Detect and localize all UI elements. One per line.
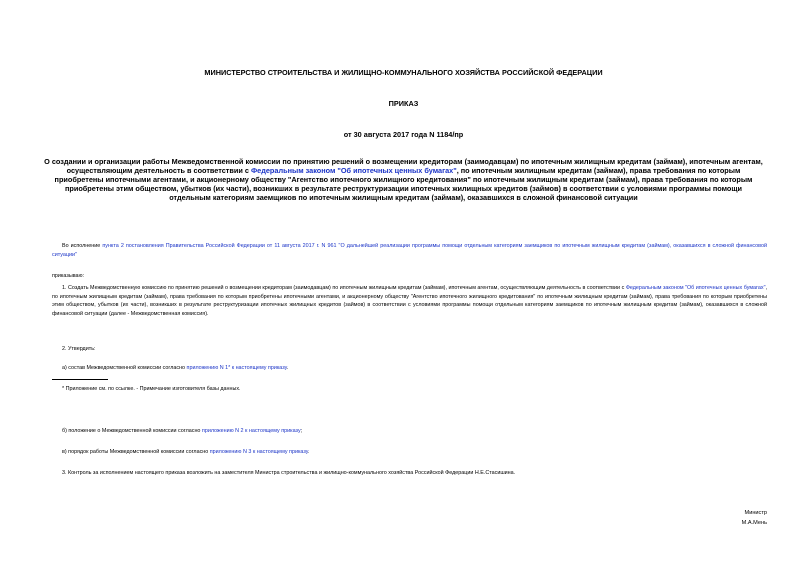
item-2b-paragraph bbox=[52, 427, 767, 436]
item-1-law-link[interactable]: Федеральным законом "Об ипотечных ценных бумагах" bbox=[625, 285, 766, 291]
document-date-number: от 30 августа 2017 года N 1184/пр bbox=[343, 130, 464, 139]
preamble-paragraph bbox=[52, 242, 767, 259]
item-2c-suffix: . bbox=[307, 449, 310, 455]
item-2b-prefix: б) положение о Межведомственной комиссии согласно bbox=[62, 428, 202, 434]
footnote-text: * Приложение см. по ссылке. - Примечание изготовителя базы данных. bbox=[62, 386, 241, 392]
item-1-part1: 1. Создать Межведомственную комиссию по принятию решений о возмещении кредиторам (заимодавцам) по ипотечным жилищным кредитам (займам), ипотечным агентам, осуществляющим деятельность в соответствии с bbox=[62, 285, 626, 291]
document-title bbox=[44, 157, 763, 202]
signature-name: М.А.Мень bbox=[741, 520, 767, 526]
document-type: ПРИКАЗ bbox=[388, 99, 419, 108]
title-text-part1: О создании и организации работы Межведомственной комиссии по принятию решений о возмещении кредиторам (заимодавцам) по ипотечным жилищным кредитам (займам), ипотечным агентам, осуществляющим деятельность в соответствии с bbox=[44, 157, 763, 175]
item-2a-paragraph bbox=[52, 364, 767, 373]
item-2c-prefix: в) порядок работы Межведомственной комиссии согласно bbox=[62, 449, 210, 455]
title-law-link[interactable]: Федеральным законом "Об ипотечных ценных бумагах" bbox=[250, 166, 457, 175]
item-1-paragraph bbox=[52, 284, 767, 318]
footnote-divider bbox=[52, 379, 108, 380]
item-1-part2: , по ипотечным жилищным кредитам (займам), права требования по которым приобретены ипотечными агентами, и акционерному обществу "Агентство ипотечного жилищного кредитования" по ипотечным жилищным кредитам (займам), права требования по которым приобретены этим обществом, убытков (их части), возникших в результате реструктуризации ипотечных жилищных кредитов (займов) в соответствии с условиями программы помощи отдельным категориям заемщиков по ипотечным жилищным кредитам (займам), оказавшихся в сложной финансовой ситуации (далее - Межведомственная комиссия). bbox=[52, 285, 767, 317]
order-word: приказываю: bbox=[52, 273, 85, 279]
signature-position: Министр bbox=[744, 510, 767, 516]
ministry-heading: МИНИСТЕРСТВО СТРОИТЕЛЬСТВА И ЖИЛИЩНО-КОММУНАЛЬНОГО ХОЗЯЙСТВА РОССИЙСКОЙ ФЕДЕРАЦИИ bbox=[204, 68, 603, 77]
preamble-resolution-link[interactable]: пункта 2 постановления Правительства Российской Федерации от 11 августа 2017 г. N 961 "О дальнейшей реализации программы помощи отдельным категориям заемщиков по ипотечным жилищным кредитам (займам), оказавшихся в сложной финансовой ситуации" bbox=[52, 243, 767, 258]
title-text-part2: , по ипотечным жилищным кредитам (займам), права требования по которым приобретены ипотечными агентами, и акционерному обществу "Агентство ипотечного жилищного кредитования" по ипотечным жилищным кредитам (займам), права требования по которым приобретены этим обществом, убытков (их части), возникших в результате реструктуризации ипотечных жилищных кредитов (займов) в соответствии с условиями программы помощи отдельным категориям заемщиков по ипотечным жилищным кредитам (займам), оказавшихся в сложной финансовой ситуации bbox=[54, 166, 753, 202]
item-2a-appendix-link[interactable]: приложению N 1* к настоящему приказу bbox=[186, 365, 287, 371]
item-3-paragraph: 3. Контроль за исполнением настоящего приказа возложить на заместителя Министра строительства и жилищно-коммунального хозяйства Российской Федерации Н.Е.Стасишина. bbox=[62, 470, 516, 476]
item-2c-paragraph bbox=[52, 448, 767, 457]
item-2b-suffix: ; bbox=[300, 428, 303, 434]
item-2c-appendix-link[interactable]: приложению N 3 к настоящему приказу bbox=[209, 449, 308, 455]
preamble-prefix: Во исполнение bbox=[62, 243, 103, 249]
item-2a-prefix: а) состав Межведомственной комиссии согласно bbox=[62, 365, 187, 371]
item-2-paragraph: 2. Утвердить: bbox=[62, 346, 96, 352]
item-2a-suffix: . bbox=[286, 365, 289, 371]
item-2b-appendix-link[interactable]: приложению N 2 к настоящему приказу bbox=[201, 428, 301, 434]
